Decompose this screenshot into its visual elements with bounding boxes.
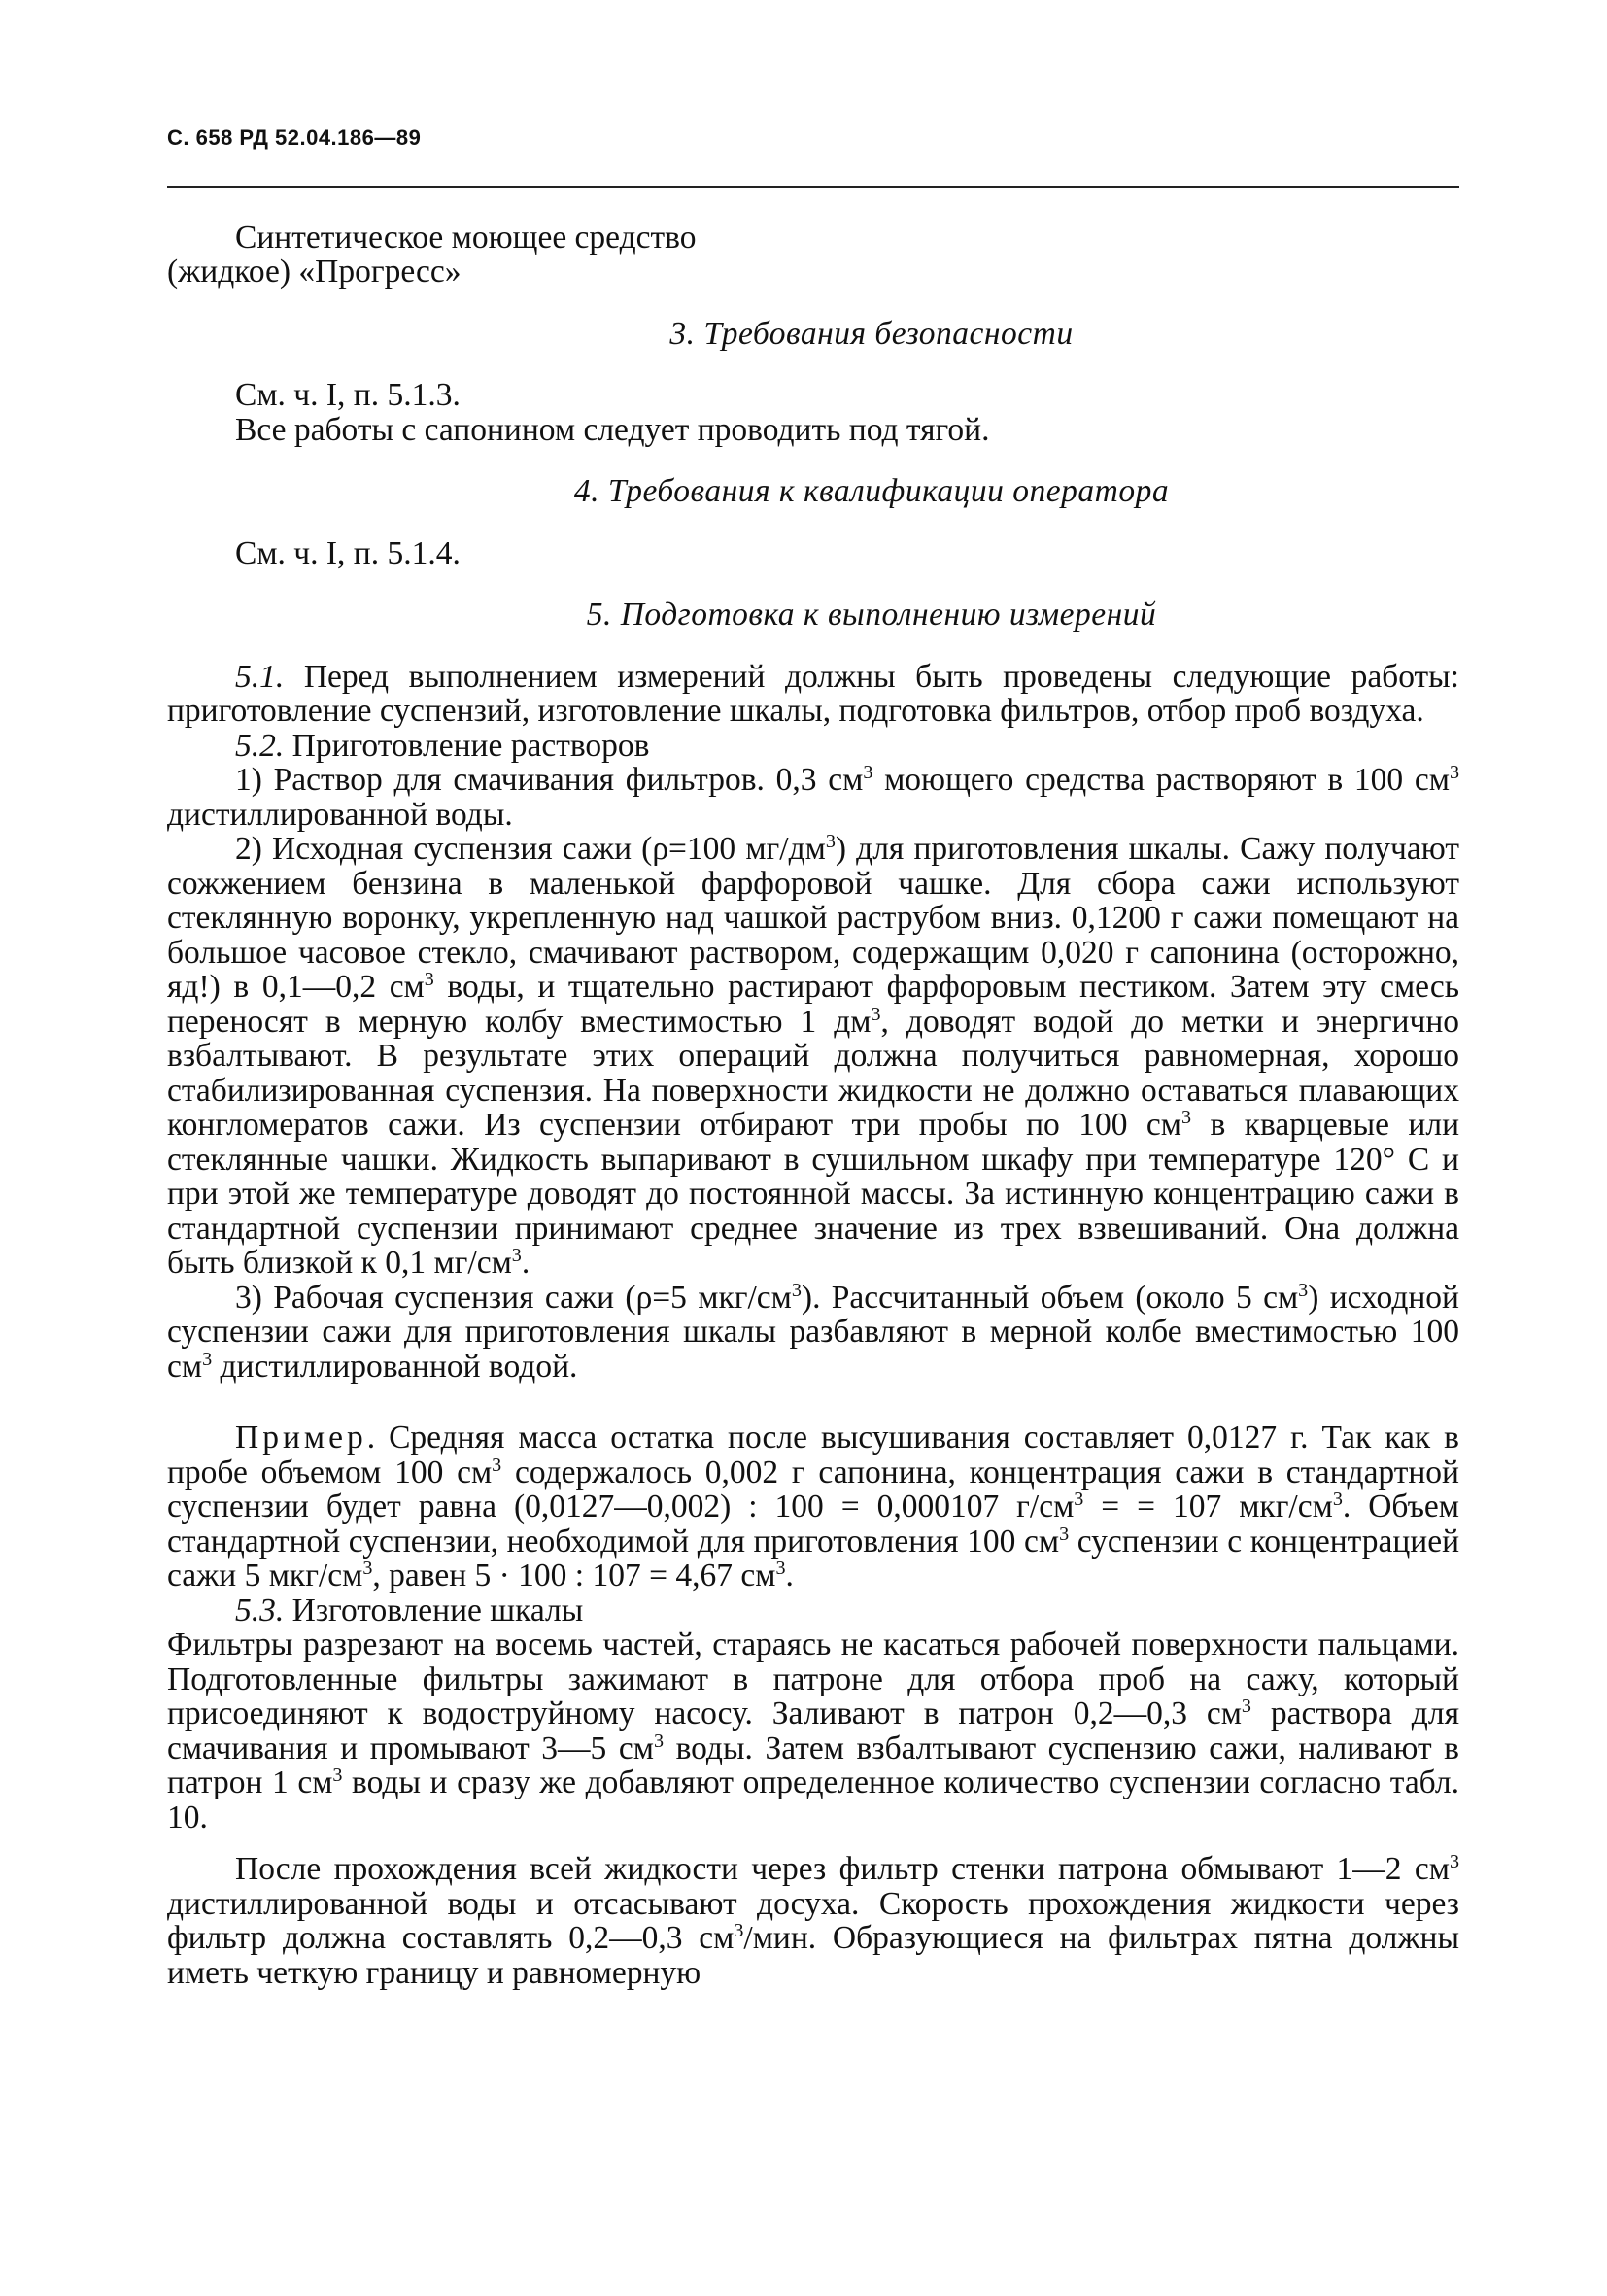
superscript: 3 [511,1244,522,1266]
superscript: 3 [1449,1850,1459,1872]
item-text: 1) Раствор для смачивания фильтров. 0,3 см [235,762,864,798]
superscript: 3 [362,1557,373,1579]
paragraph-text: раствора для смачивания и промывают 3—5 см [167,1696,1459,1766]
example-label: Пример [235,1420,367,1456]
example-text: суспензии с концентрацией сажи 5 мкг/см [167,1523,1459,1593]
superscript: 3 [1059,1523,1070,1545]
superscript: 3 [1180,1106,1192,1128]
superscript: 3 [775,1557,786,1579]
clause-number: 5.3. [235,1592,285,1628]
superscript: 3 [1449,761,1459,783]
reagent-name [167,221,1459,256]
paragraph-text: Перед выполнением измерений должны быть проведены следующие работы: приготовление суспензий, изготовление шкалы, подготовка фильтров, отбор проб воздуха. [167,658,1459,729]
paragraph-text: дистиллированной воды и отсасывают досуха. Скорость прохождения жидкости через фильтр должна составлять 0,2—0,3 см [167,1885,1459,1956]
paragraph-text: Изготовление шкалы [284,1592,584,1628]
item-text: ) для приготовления шкалы. Сажу получают сожжением бензина в маленькой фарфоровой чашке. Для сбора сажи используют стеклянную воронку, укрепленную над чашкой раструбом вниз. 0,1200 г сажи помещают на большое часовое стекло, смачивают раствором, содержащим 0,020 г сапонина (осторожно, яд!) в 0,1—0,2 см [167,831,1459,1005]
clause-number: 5.2. [235,727,285,764]
running-header: С. 658 РД 52.04.186—89 [167,125,422,150]
section-3-title: 3. Требования безопасности [669,315,1074,352]
item-3 [167,1281,1459,1385]
paragraph-text: воды. Затем взбалтывают суспензию сажи, наливают в патрон 1 см [167,1730,1459,1800]
paragraph-5-1 [167,660,1459,729]
superscript: 3 [424,968,434,990]
superscript: 3 [202,1348,213,1370]
item-text: дистиллированной воды. [167,796,513,833]
item-2 [167,832,1459,1281]
superscript: 3 [492,1454,502,1476]
paragraph-text: Приготовление растворов [284,727,650,764]
item-text: 3) Рабочая суспензия сажи (ρ=5 мкг/см [235,1279,792,1316]
example-paragraph [167,1421,1459,1593]
superscript: 3 [332,1764,343,1786]
item-text: моющего средства растворяют в 100 см [872,762,1450,798]
item-text: дистиллированной водой. [212,1348,578,1385]
superscript: 3 [653,1730,664,1752]
item-text: 2) Исходная суспензия сажи (ρ=100 мг/дм [235,831,826,867]
clause-number: 5.1. [235,658,285,695]
section-4-title: 4. Требования к квалификации оператора [573,473,1170,509]
superscript: 3 [825,830,836,852]
page-body [167,117,1459,1990]
example-text: . Объем стандартной суспензии, необходимой для приготовления 100 см [167,1489,1459,1559]
reagent-line-1: Синтетическое моющее средство [235,219,697,256]
superscript: 3 [734,1919,744,1941]
filter-rinse-paragraph [167,1852,1459,1990]
item-text: . [521,1245,530,1281]
example-text: . [785,1558,794,1593]
example-text: , равен 5 · 100 : 107 = 4,67 см [372,1558,776,1593]
example-text: . Средняя масса остатка после высушивания составляет 0,0127 г. Так как в пробе объемом 100 см [167,1420,1459,1491]
example-text: = = 107 мкг/см [1083,1489,1333,1525]
item-text: в кварцевые или стеклянные чашки. Жидкость выпаривают в сушильном шкафу при температуре 120° С и при этой же температуре доводят до постоянной массы. За истинную концентрацию сажи в стандартной суспензии принимают среднее значение из трех взвешиваний. Она должна быть близкой к 0,1 мг/см [167,1107,1459,1281]
section-4-ref: См. ч. I, п. 5.1.4. [235,534,461,571]
paragraph-5-3 [167,1593,1459,1628]
reagent-line-2: (жидкое) «Прогресс» [167,254,462,290]
section-3-note: Все работы с сапонином следует проводить под тягой. [235,411,990,448]
paragraph-5-2 [167,729,1459,764]
superscript: 3 [871,1003,881,1025]
item-text: ). Рассчитанный объем (около 5 см [801,1279,1299,1316]
item-text: , доводят водой до метки и энергично взбалтывают. В результате этих операций должна получиться равномерная, хорошо стабилизированная суспензия. На поверхности жидкости не должно оставаться плавающих конгломератов сажи. Из суспензии отбирают три пробы по 100 см [167,1003,1460,1143]
example-text: содержалось 0,002 г сапонина, концентрация сажи в стандартной суспензии будет равна (0,0127—0,002) : 100 = 0,000107 г/см [167,1454,1459,1525]
header-rule [167,186,1459,188]
item-text: воды, и тщательно растирают фарфоровым пестиком. Затем эту смесь переносят в мерную колбу вместимостью 1 дм [167,969,1459,1040]
superscript: 3 [1332,1488,1343,1510]
item-1 [167,763,1459,832]
scale-procedure-paragraph [167,1628,1459,1834]
paragraph-text: Фильтры разрезают на восемь частей, стараясь не касаться рабочей поверхности пальцами. Подготовленные фильтры зажимают в патроне для отбора проб на сажу, который присоединяют к водоструйному насосу. Заливают в патрон 0,2—0,3 см [167,1627,1459,1731]
superscript: 3 [791,1279,802,1301]
superscript: 3 [1074,1488,1084,1510]
paragraph-text: /мин. Образующиеся на фильтрах пятна должны иметь четкую границу и равномерную [167,1920,1459,1991]
superscript: 3 [1241,1695,1251,1717]
superscript: 3 [1298,1279,1309,1301]
item-text: ) исходной суспензии сажи для приготовления шкалы разбавляют в мерной колбе вместимостью 100 см [167,1279,1459,1385]
paragraph-text: воды и сразу же добавляют определенное количество суспензии согласно табл. 10. [167,1765,1459,1835]
superscript: 3 [863,761,873,783]
section-5-title: 5. Подготовка к выполнению измерений [586,597,1157,633]
section-3-ref: См. ч. I, п. 5.1.3. [235,377,461,413]
paragraph-text: После прохождения всей жидкости через фильтр стенки патрона обмывают 1—2 см [235,1851,1450,1887]
